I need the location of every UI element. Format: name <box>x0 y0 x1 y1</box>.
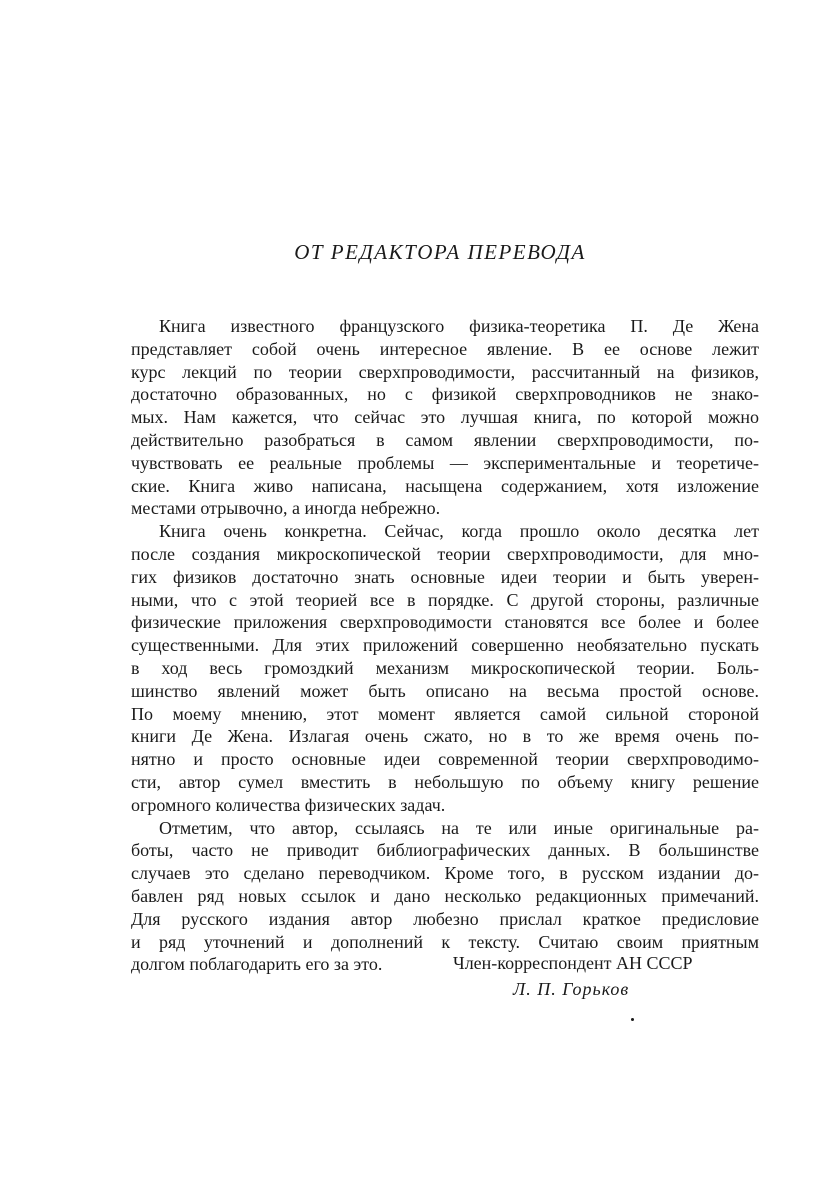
text-line: и ряд уточнений и дополнений к тексту. Считаю своим приятным <box>131 931 759 952</box>
text-line: действительно разобраться в самом явлении сверхпроводимости, по- <box>131 429 759 450</box>
text-line: По моему мнению, этот момент является самой сильной стороной <box>131 703 759 724</box>
text-line: Книга известного французского физика-теоретика П. Де Жена <box>159 316 759 336</box>
text-line: огромного количества физических задач. <box>131 794 446 815</box>
text-line: в ход весь громоздкий механизм микроскопической теории. Боль- <box>131 657 759 678</box>
signer-name: Л. П. Горьков <box>513 979 630 999</box>
body-text <box>131 315 759 976</box>
text-line: нятно и просто основные идеи современной теории сверхпроводимо- <box>131 749 759 770</box>
text-line: существенными. Для этих приложений совершенно необязательно пускать <box>131 635 759 656</box>
text-line: Отметим, что автор, ссылаясь на те или иные оригинальные ра- <box>159 817 759 838</box>
text-line: ские. Книга живо написана, насыщена содержанием, хотя изложение <box>131 475 759 496</box>
signer-position: Член-корреспондент АН СССР <box>453 953 693 973</box>
text-line: случаев это сделано переводчиком. Кроме того, в русском издании до- <box>131 863 759 884</box>
text-line: Для русского издания автор любезно прислал краткое предисловие <box>131 908 759 929</box>
paragraph <box>131 520 759 816</box>
text-line: после создания микроскопической теории сверхпроводимости, для мно- <box>131 543 759 564</box>
text-line: представляет собой очень интересное явление. В ее основе лежит <box>131 338 759 359</box>
signature-block <box>453 950 693 1002</box>
text-line: шинство явлений может быть описано на весьма простой основе. <box>131 680 759 701</box>
text-line: мых. Нам кажется, что сейчас это лучшая книга, по которой можно <box>131 407 759 428</box>
text-line: сти, автор сумел вместить в небольшую по объему книгу решение <box>131 771 759 792</box>
text-line: Книга очень конкретна. Сейчас, когда прошло около десятка лет <box>159 521 759 542</box>
text-line: боты, часто не приводит библиографических данных. В большинстве <box>131 840 759 861</box>
paragraph <box>131 315 759 520</box>
text-line: книги Де Жена. Излагая очень сжато, но в то же время очень по- <box>131 726 759 747</box>
text-line: ными, что с этой теорией все в порядке. С другой стороны, различные <box>131 589 759 610</box>
text-line: долгом поблагодарить его за это. <box>131 954 383 975</box>
text-line: бавлен ряд новых ссылок и дано несколько редакционных примечаний. <box>131 885 759 906</box>
text-line: гих физиков достаточно знать основные идеи теории и быть уверен- <box>131 566 759 587</box>
text-line: физические приложения сверхпроводимости становятся все более и более <box>131 612 759 633</box>
text-line: курс лекций по теории сверхпроводимости, рассчитанный на физиков, <box>131 361 759 382</box>
section-title: ОТ РЕДАКТОРА ПЕРЕВОДА <box>294 240 586 264</box>
text-line: достаточно образованных, но с физикой сверхпроводников не знако- <box>131 384 759 405</box>
text-line: местами отрывочно, а иногда небрежно. <box>131 498 441 519</box>
print-speck <box>631 1018 634 1021</box>
text-line: чувствовать ее реальные проблемы — экспериментальные и теоретиче- <box>131 452 759 473</box>
